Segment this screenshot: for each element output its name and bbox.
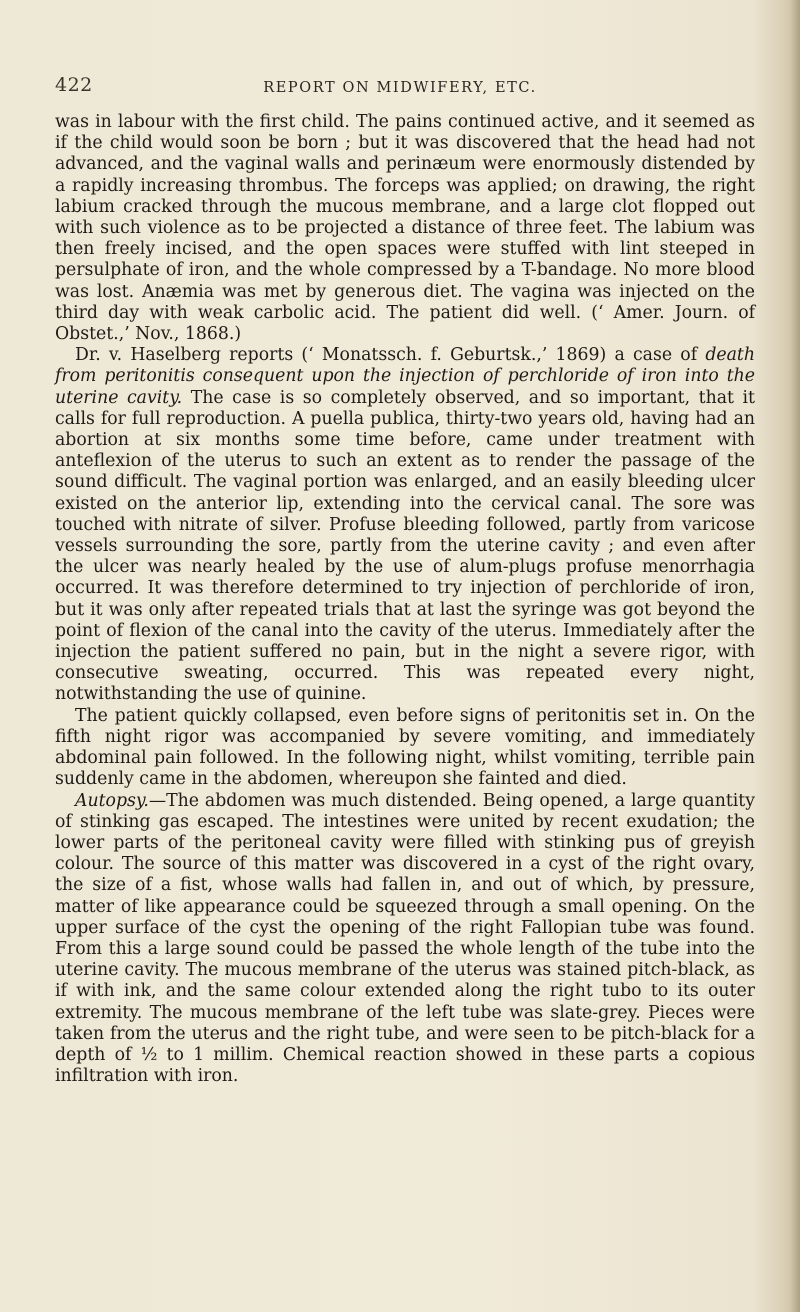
text-run: The case is so completely observed, and so important, that it calls for full reproduction. A puella publica, thirty-two years old, having had an abortion at six months some time before, came under treatment with anteflexion of the uterus to such an extent as to render the passage of the sound difficult. The vaginal portion was enlarged, and an easily bleeding ulcer existed on the anterior lip, extending into the cervical canal. The sore was touched with nitrate of silver. Profuse bleeding followed, partly from varicose vessels surrounding the sore, partly from the uterine cavity ; and even after the ulcer was nearly healed by the use of alum-plugs profuse menorrhagia occurred. It was therefore determined to try injection of perchloride of iron, but it was only after repeated trials that at last the syringe was got beyond the point of flexion of the canal into the cavity of the uterus. Immediately after the injection the patient suffered no pain, but in the night a severe rigor, with consecutive sweating, occurred. This was repeated every night, notwithstanding the use of quinine. [55,387,756,705]
paragraph [55,791,755,1088]
running-head: REPORT ON MIDWIFERY, ETC. [263,80,537,96]
paragraph [55,345,755,705]
italic-text-run: death from peritonitis consequent upon the injection of perchloride of iron into the uterine cavity. [55,345,755,408]
text-run: The patient quickly collapsed, even before signs of peritonitis set in. On the fifth night rigor was accompanied by severe vomiting, and immediately abdominal pain followed. In the following night, whilst vomiting, terrible pain suddenly came in the abdomen, whereupon she fainted and died. [55,705,755,790]
paragraph [55,112,755,345]
body-text [55,112,755,1087]
page-edge-shadow [790,0,800,1312]
italic-text-run: Autopsy. [75,790,149,811]
paragraph [55,706,755,791]
text-run: Dr. v. Haselberg reports (‘ Monatssch. f. Geburtsk.,’ 1869) a case of [75,345,706,366]
page-number: 422 [55,74,93,96]
text-run: was in labour with the first child. The pains continued active, and it seemed as if the child would soon be born ; but it was discovered that the head had not advanced, and the vaginal walls and perinæum were enormously distended by a rapidly increasing thrombus. The forceps was applied; on drawing, the right labium cracked through the mucous membrane, and a large clot flopped out with such violence as to be projected a distance of three feet. The labium was then freely incised, and the open spaces were stuffed with lint steeped in persulphate of iron, and the whole compressed by a T-bandage. No more blood was lost. Anæmia was met by generous diet. The vagina was injected on the third day with weak carbolic acid. The patient did well. (‘ Amer. Journ. of Obstet.,’ Nov., 1868.) [55,112,755,345]
text-run: —The abdomen was much distended. Being opened, a large quantity of stinking gas escaped. The intestines were united by recent exudation; the lower parts of the peritoneal cavity were filled with stinking pus of greyish colour. The source of this matter was discovered in a cyst of the right ovary, the size of a fist, whose walls had fallen in, and out of which, by pressure, matter of like appearance could be squeezed through a small opening. On the upper surface of the cyst the opening of the right Fallopian tube was found. From this a large sound could be passed the whole length of the tube into the uterine cavity. The mucous membrane of the uterus was stained pitch-black, as if with ink, and the same colour extended along the right tubo to its outer extremity. The mucous membrane of the left tube was slate-grey. Pieces were taken from the uterus and the right tube, and were seen to be pitch-black for a depth of ½ to 1 millim. Chemical reaction showed in these parts a copious infiltration with iron. [55,790,755,1087]
